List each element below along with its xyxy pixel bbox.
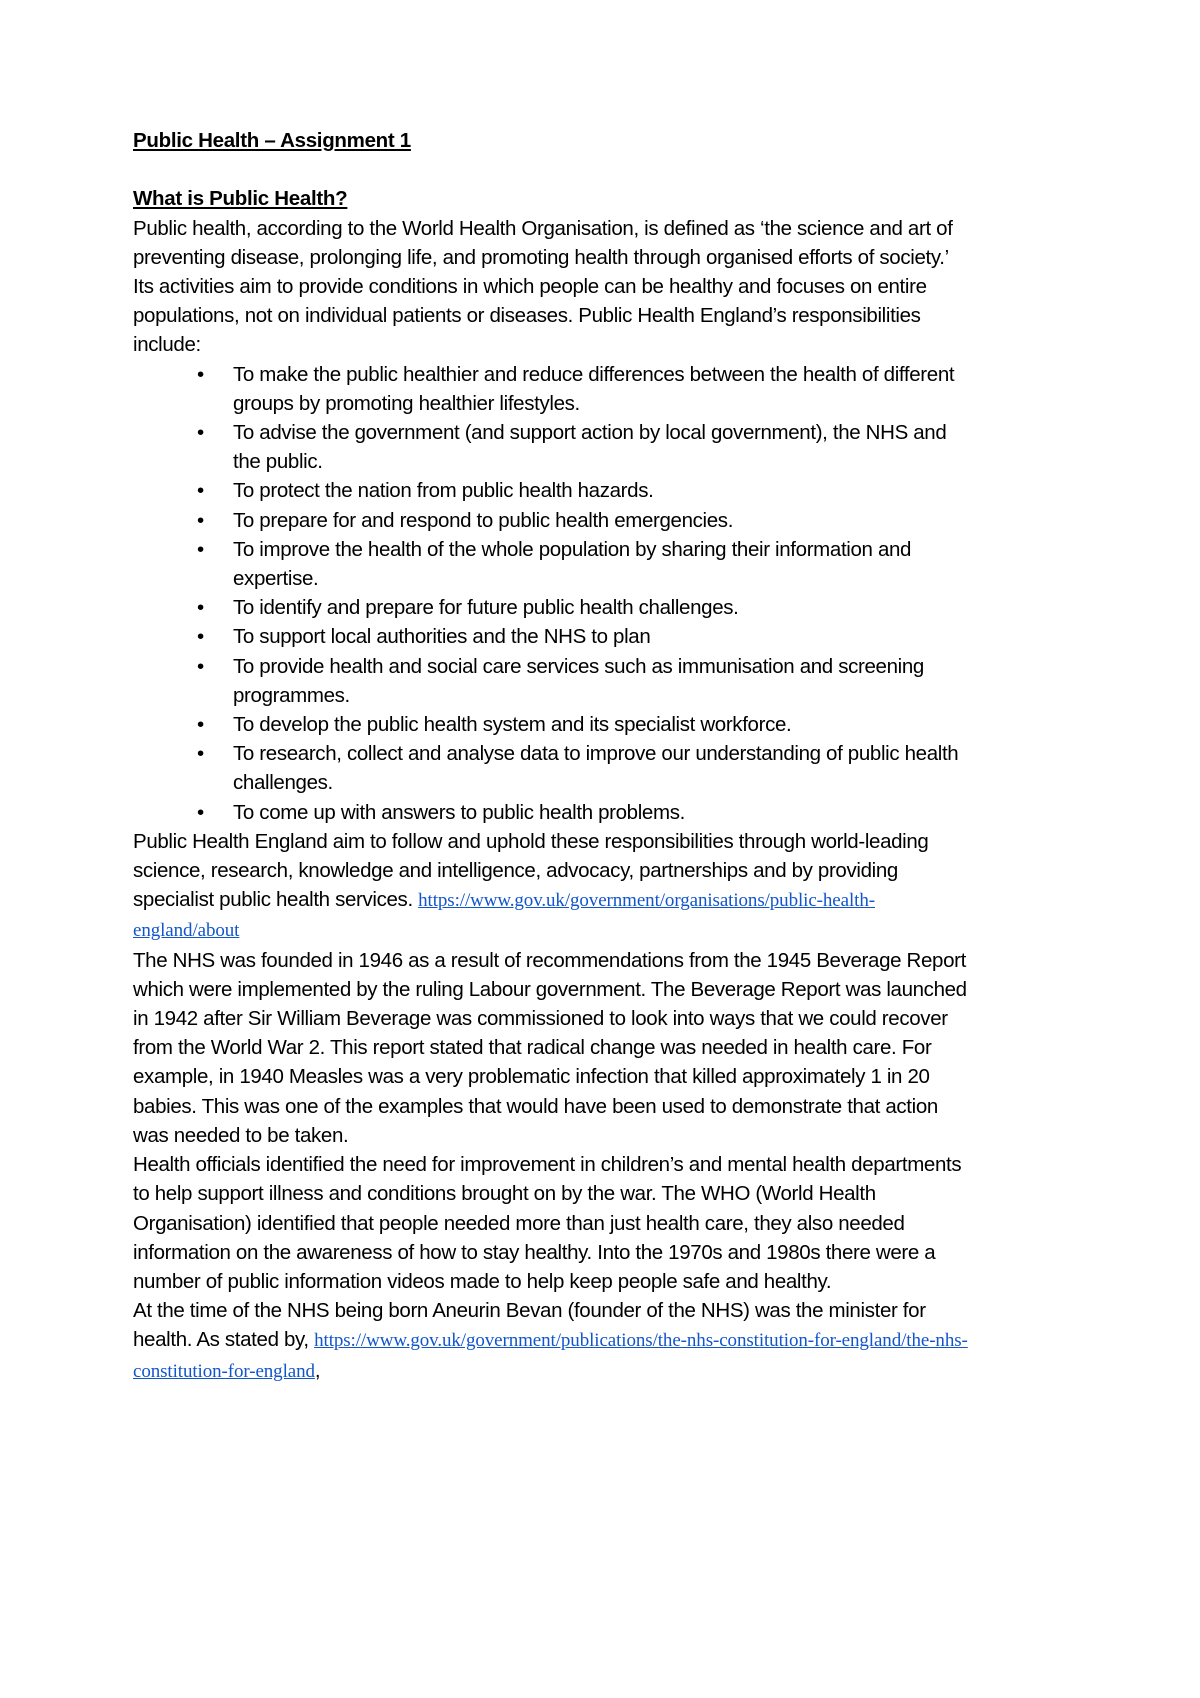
- bullet-icon: •: [197, 713, 204, 737]
- list-item-label: To advise the government (and support action by local government), the NHS and the public.: [233, 421, 947, 474]
- phe-paragraph: [133, 827, 971, 946]
- list-item-label: To support local authorities and the NHS to plan: [233, 625, 651, 649]
- list-item-label: To prepare for and respond to public health emergencies.: [233, 508, 734, 532]
- list-item: [195, 798, 971, 827]
- bullet-icon: •: [197, 421, 204, 445]
- list-item-label: To develop the public health system and its specialist workforce.: [233, 713, 792, 737]
- bullet-icon: •: [197, 654, 204, 678]
- list-item: [195, 622, 971, 651]
- health-officials-paragraph: Health officials identified the need for improvement in children’s and mental health departments to help support illness and conditions brought on by the war. The WHO (World Health Organisation) identified that people needed more than just health care, they also needed information on the awareness of how to stay healthy. Into the 1970s and 1980s there were a number of public information videos made to help keep people safe and healthy.: [133, 1153, 962, 1293]
- bullet-icon: •: [197, 625, 204, 649]
- list-item: [195, 593, 971, 622]
- list-item: [195, 418, 971, 476]
- bevan-paragraph-text: At the time of the NHS being born Aneurin Bevan (founder of the NHS) was the minister for health. As stated by,: [133, 1299, 926, 1352]
- nhs-constitution-link[interactable]: https://www.gov.uk/government/publications/the-nhs-constitution-for-england/the-nhs-constitution-for-england: [133, 1330, 968, 1382]
- phe-about-link[interactable]: https://www.gov.uk/government/organisations/public-health-england/about: [133, 890, 875, 942]
- nhs-history-paragraph: The NHS was founded in 1946 as a result of recommendations from the 1945 Beverage Report which were implemented by the ruling Labour government. The Beverage Report was launched in 1942 after Sir William Beverage was commissioned to look into ways that we could recover from the World War 2. This report stated that radical change was needed in health care. For example, in 1940 Measles was a very problematic infection that killed approximately 1 in 20 babies. This was one of the examples that would have been used to demonstrate that action was needed to be taken.: [133, 948, 967, 1147]
- bullet-icon: •: [197, 742, 204, 766]
- list-item: [195, 360, 971, 418]
- list-item: [195, 710, 971, 739]
- list-item-label: To protect the nation from public health hazards.: [233, 479, 654, 503]
- list-item: [195, 739, 971, 797]
- bevan-paragraph: [133, 1296, 971, 1386]
- list-item-label: To identify and prepare for future public health challenges.: [233, 596, 739, 620]
- list-item-label: To improve the health of the whole population by sharing their information and expertise.: [233, 537, 912, 591]
- bullet-icon: •: [197, 800, 204, 824]
- list-item-label: To make the public healthier and reduce differences between the health of different groups by promoting healthier lifestyles.: [233, 362, 955, 415]
- page-title: Public Health – Assignment 1: [133, 129, 411, 152]
- list-item: [195, 535, 971, 593]
- intro-paragraph: Public health, according to the World Health Organisation, is defined as ‘the science and art of preventing disease, prolonging life, and promoting health through organised efforts of society.’ Its activities aim to provide conditions in which people can be healthy and focuses on entire populations, not on individual patients or diseases. Public Health England’s responsibilities include:: [133, 216, 953, 357]
- phe-paragraph-text: Public Health England aim to follow and uphold these responsibilities through world-leading science, research, knowledge and intelligence, advocacy, partnerships and by providing specialist public health services.: [133, 829, 929, 912]
- bullet-icon: •: [197, 362, 204, 386]
- list-item: [195, 652, 971, 710]
- title-spacer: [133, 155, 971, 184]
- list-item-label: To come up with answers to public health problems.: [233, 800, 685, 824]
- bullet-icon: •: [197, 596, 204, 620]
- list-item: [195, 476, 971, 505]
- list-item-label: To research, collect and analyse data to improve our understanding of public health challenges.: [233, 742, 959, 795]
- bullet-icon: •: [197, 537, 204, 561]
- bullet-icon: •: [197, 508, 204, 532]
- bevan-paragraph-trailing-text: ,: [314, 1358, 321, 1382]
- list-item-label: To provide health and social care services such as immunisation and screening programmes.: [233, 654, 924, 707]
- document-body: [133, 126, 971, 1386]
- section-heading-what-is-public-health: What is Public Health?: [133, 187, 348, 211]
- bullet-icon: •: [197, 479, 204, 503]
- responsibilities-list: [133, 360, 971, 827]
- list-item: [195, 506, 971, 535]
